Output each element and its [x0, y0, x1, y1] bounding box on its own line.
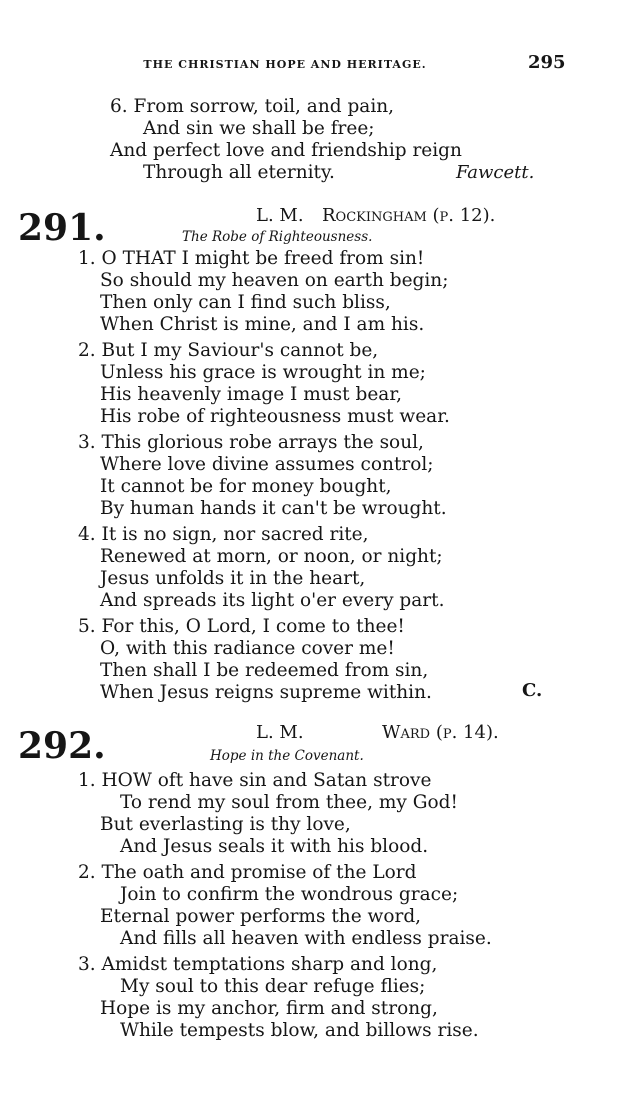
verse-line: But everlasting is thy love,: [100, 814, 351, 835]
verse-line: O, with this radiance cover me!: [100, 638, 395, 659]
verse-line: And perfect love and friendship reign: [110, 140, 462, 161]
verse-line: 1. HOW oft have sin and Satan strove: [78, 770, 432, 791]
verse-line: Eternal power performs the word,: [100, 906, 422, 927]
verse-line: His heavenly image I must bear,: [100, 384, 403, 405]
hymn-meter: L. M.: [256, 722, 304, 743]
hymn-title: Hope in the Covenant.: [210, 748, 364, 764]
verse-line: Through all eternity.: [143, 162, 335, 183]
verse-line: And Jesus seals it with his blood.: [120, 836, 429, 857]
verse-line: 6. From sorrow, toil, and pain,: [110, 96, 395, 117]
verse-line: So should my heaven on earth begin;: [100, 270, 449, 291]
attribution: C.: [522, 680, 543, 701]
running-title: THE CHRISTIAN HOPE AND HERITAGE.: [143, 58, 427, 71]
hymn-number: 292.: [18, 725, 106, 767]
hymn-number: 291.: [18, 207, 106, 249]
hymn-title: The Robe of Righteousness.: [182, 229, 373, 245]
verse-line: While tempests blow, and billows rise.: [120, 1020, 479, 1041]
verse-line: Then shall I be redeemed from sin,: [100, 660, 429, 681]
verse-line: And spreads its light o'er every part.: [100, 590, 445, 611]
verse-line: My soul to this dear refuge flies;: [120, 976, 426, 997]
verse-line: 1. O THAT I might be freed from sin!: [78, 248, 425, 269]
verse-line: To rend my soul from thee, my God!: [120, 792, 458, 813]
attribution: Fawcett.: [456, 162, 535, 183]
verse-line: Join to confirm the wondrous grace;: [120, 884, 459, 905]
verse-line: Where love divine assumes control;: [100, 454, 434, 475]
verse-line: And sin we shall be free;: [143, 118, 375, 139]
verse-line: 2. The oath and promise of the Lord: [78, 862, 417, 883]
verse-line: When Jesus reigns supreme within.: [100, 682, 432, 703]
verse-line: And fills all heaven with endless praise.: [120, 928, 492, 949]
hymn-meter: L. M.: [256, 205, 304, 226]
hymn-tune: Ward (p. 14).: [382, 722, 499, 743]
verse-line: It cannot be for money bought,: [100, 476, 392, 497]
verse-line: His robe of righteousness must wear.: [100, 406, 450, 427]
verse-line: 4. It is no sign, nor sacred rite,: [78, 524, 369, 545]
verse-line: 5. For this, O Lord, I come to thee!: [78, 616, 405, 637]
verse-line: 3. This glorious robe arrays the soul,: [78, 432, 424, 453]
verse-line: Unless his grace is wrought in me;: [100, 362, 426, 383]
verse-line: Hope is my anchor, firm and strong,: [100, 998, 438, 1019]
verse-line: Jesus unfolds it in the heart,: [100, 568, 366, 589]
hymn-tune: Rockingham (p. 12).: [322, 205, 496, 226]
verse-line: Then only can I find such bliss,: [100, 292, 391, 313]
verse-line: By human hands it can't be wrought.: [100, 498, 447, 519]
verse-line: Renewed at morn, or noon, or night;: [100, 546, 443, 567]
page-number: 295: [528, 52, 566, 73]
verse-line: 3. Amidst temptations sharp and long,: [78, 954, 438, 975]
verse-line: When Christ is mine, and I am his.: [100, 314, 425, 335]
verse-line: 2. But I my Saviour's cannot be,: [78, 340, 379, 361]
